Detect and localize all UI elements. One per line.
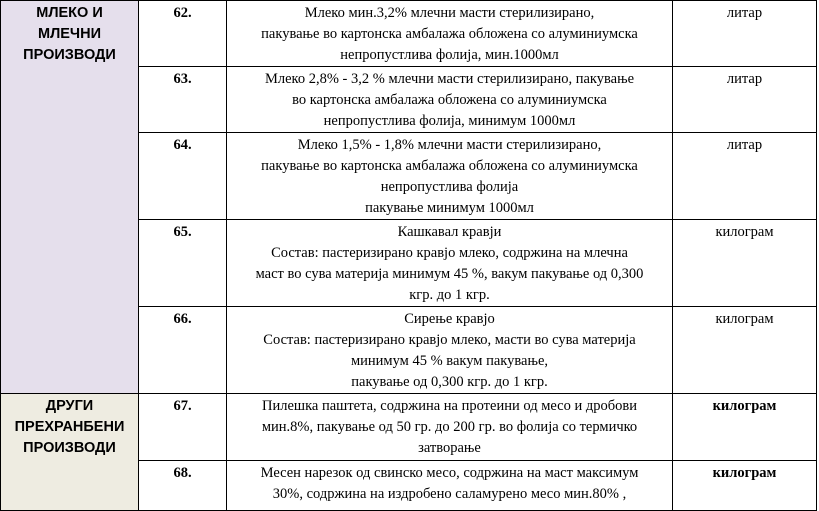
item-number: 64. [139, 133, 227, 220]
item-number: 65. [139, 220, 227, 307]
item-unit: килограм [673, 461, 817, 511]
item-description: Кашкавал кравји Состав: пастеризирано кравјо млеко, содржина на млечна маст во сува материја минимум 45 %, вакум пакување од 0,300 кгр. до 1 кгр. [227, 220, 673, 307]
item-unit: литар [673, 133, 817, 220]
category-other-food: ДРУГИ ПРЕХРАНБЕНИ ПРОИЗВОДИ [1, 394, 139, 511]
item-description: Пилешка паштета, содржина на протеини од месо и дробови мин.8%, пакување од 50 гр. до 200 гр. во фолија со термичко затворање [227, 394, 673, 461]
category-dairy: МЛЕКО И МЛЕЧНИ ПРОИЗВОДИ [1, 1, 139, 394]
item-description: Млеко 2,8% - 3,2 % млечни масти стерилизирано, пакување во картонска амбалажа обложена со алуминиумска непропустлива фолија, минимум 1000мл [227, 67, 673, 133]
item-description: Сирење кравјо Состав: пастеризирано кравјо млеко, масти во сува материја минимум 45 % вакум пакување, пакување од 0,300 кгр. до 1 кгр. [227, 307, 673, 394]
item-number: 66. [139, 307, 227, 394]
item-description: Млеко 1,5% - 1,8% млечни масти стерилизирано, пакување во картонска амбалажа обложена со алуминиумска непропустлива фолија пакување минимум 1000мл [227, 133, 673, 220]
item-description: Месен нарезок од свинско месо, содржина на маст максимум 30%, содржина на издробено саламурено месо мин.80% , [227, 461, 673, 511]
item-number: 63. [139, 67, 227, 133]
item-number: 68. [139, 461, 227, 511]
item-number: 62. [139, 1, 227, 67]
item-unit: литар [673, 67, 817, 133]
item-unit: литар [673, 1, 817, 67]
item-unit: килограм [673, 220, 817, 307]
item-unit: килограм [673, 394, 817, 461]
table-row [1, 1, 817, 67]
item-description: Млеко мин.3,2% млечни масти стерилизирано, пакување во картонска амбалажа обложена со алуминиумска непропустлива фолија, мин.1000мл [227, 1, 673, 67]
item-number: 67. [139, 394, 227, 461]
table-row [1, 394, 817, 461]
item-unit: килограм [673, 307, 817, 394]
